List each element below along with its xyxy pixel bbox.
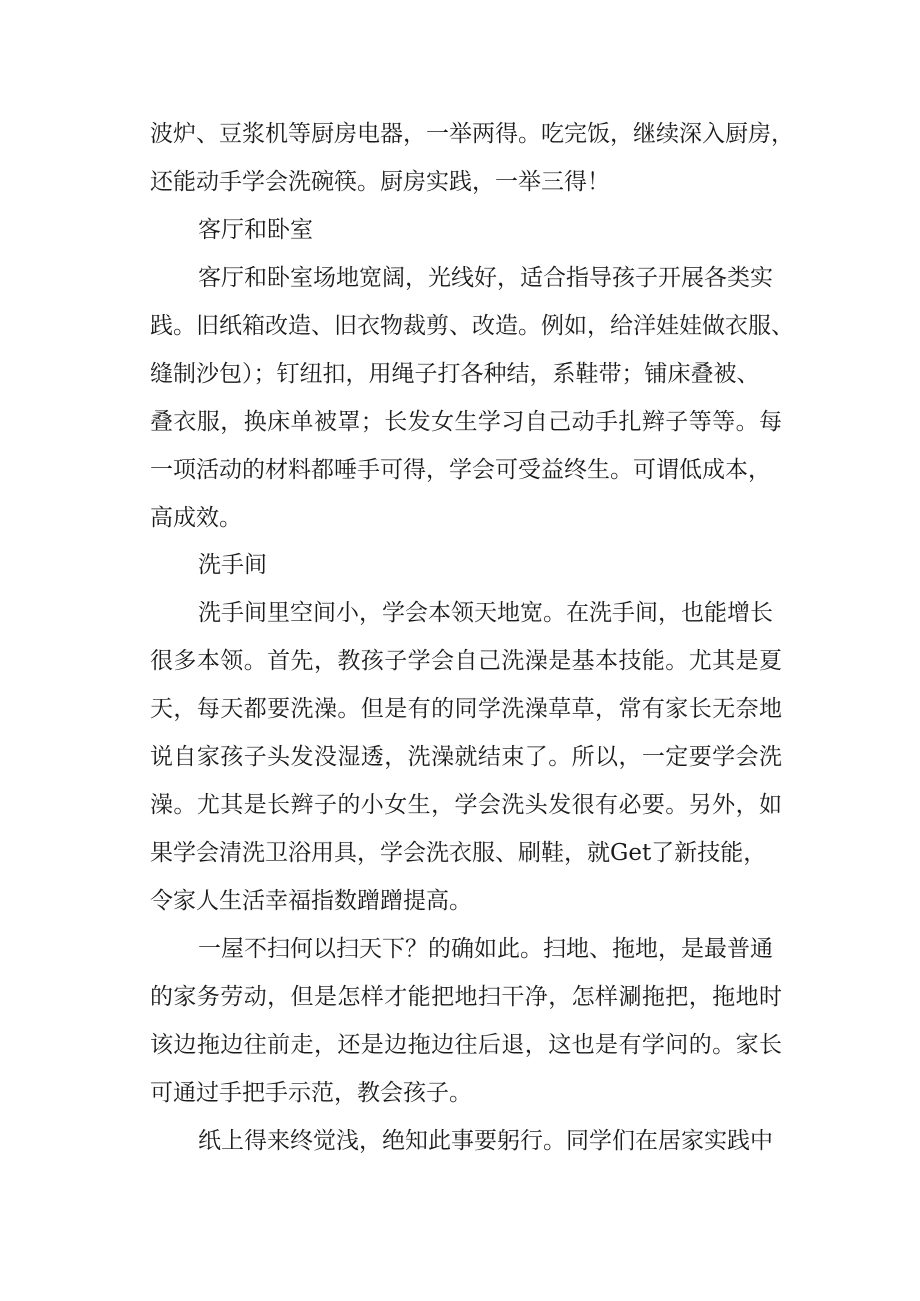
text-line: 纸上得来终觉浅，绝知此事要躬行。同学们在居家实践中: [198, 1128, 773, 1154]
text-line: 澡。尤其是长辫子的小女生，学会洗头发很有必要。另外，如: [150, 792, 782, 818]
text-line: 客厅和卧室场地宽阔，光线好，适合指导孩子开展各类实: [198, 265, 773, 291]
text-line: 可通过手把手示范，教会孩子。: [150, 1080, 472, 1106]
text-line: 践。旧纸箱改造、旧衣物裁剪、改造。例如，给洋娃娃做衣服、: [150, 313, 794, 339]
text-line: 天，每天都要洗澡。但是有的同学洗澡草草，常有家长无奈地: [150, 696, 782, 722]
text-line: 还能动手学会洗碗筷。厨房实践，一举三得！: [150, 169, 610, 195]
text-line: 一屋不扫何以扫天下？的确如此。扫地、拖地，是最普通: [198, 936, 773, 962]
text-line: 该边拖边往前走，还是边拖边往后退，这也是有学问的。家长: [150, 1032, 782, 1058]
text-line: 令家人生活幸福指数蹭蹭提高。: [150, 888, 472, 914]
text-line: 说自家孩子头发没湿透，洗澡就结束了。所以，一定要学会洗: [150, 744, 782, 770]
text-line: 很多本领。首先，教孩子学会自己洗澡是基本技能。尤其是夏: [150, 648, 782, 674]
text-line: 一项活动的材料都唾手可得，学会可受益终生。可谓低成本，: [150, 457, 771, 483]
text-line: 高成效。: [150, 505, 242, 531]
text-line: 波炉、豆浆机等厨房电器，一举两得。吃完饭，继续深入厨房，: [150, 121, 794, 147]
section-heading-bathroom: 洗手间: [198, 552, 267, 578]
text-line: 洗手间里空间小，学会本领天地宽。在洗手间，也能增长: [198, 600, 773, 626]
text-line: 的家务劳动，但是怎样才能把地扫干净，怎样涮拖把，拖地时: [150, 984, 782, 1010]
section-heading-living-bedroom: 客厅和卧室: [198, 217, 313, 243]
text-line: 叠衣服，换床单被罩；长发女生学习自己动手扎辫子等等。每: [150, 409, 782, 435]
text-line: 缝制沙包）；钉纽扣，用绳子打各种结，系鞋带；铺床叠被、: [150, 361, 760, 387]
text-line: 果学会清洗卫浴用具，学会洗衣服、刷鞋，就Get了新技能，: [150, 840, 767, 866]
